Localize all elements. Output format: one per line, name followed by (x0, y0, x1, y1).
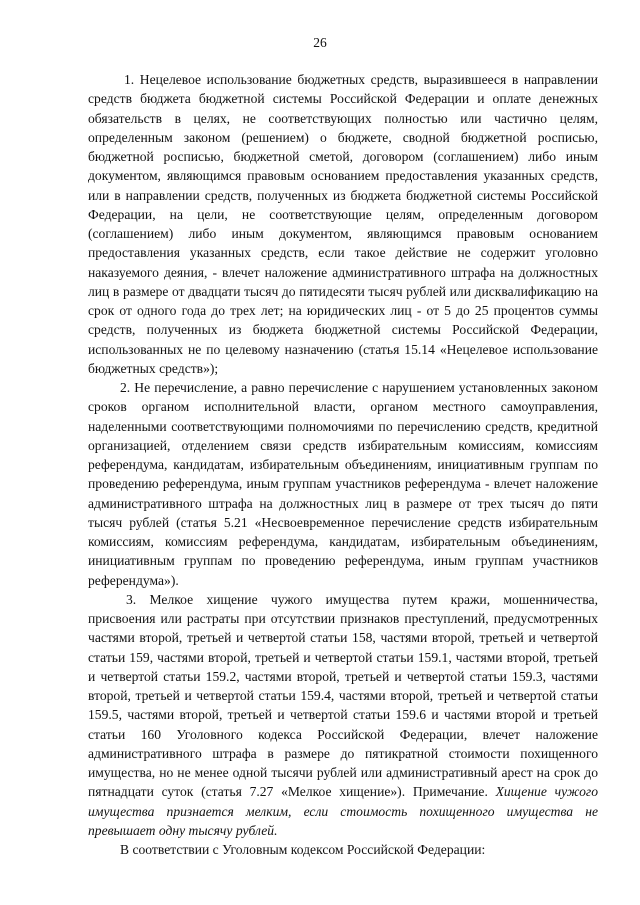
page-number: 26 (313, 35, 327, 50)
paragraph-3-italic-note: Хищение чужого имущества признается мелким, если стоимость похищенного имущества не превышает одну тысячу рублей. (88, 784, 598, 838)
paragraph-2: 2. Не перечисление, а равно перечисление с нарушением установленных законом сроков органом исполнительной власти, органом местного самоуправления, наделенными соответствующими полномочиями по перечислению средств, кредитной организацией, отделением связи средств избирательным комиссиям, комиссиям референдума, кандидатам, избирательным объединениям, инициативным группам по проведению референдума, иным группам участников референдума - влечет наложение административного штрафа на должностных лиц в размере от трех тысяч до пяти тысяч рублей (статья 5.21 «Несвоевременное перечисление средств избирательным комиссиям, комиссиям референдума, кандидатам, избирательным объединениям, инициативным группам по проведению референдума, иным группам участников референдума»). (88, 380, 598, 588)
paragraph-3-text: 3. Мелкое хищение чужого имущества путем кражи, мошенничества, присвоения или растраты при отсутствии признаков преступлений, предусмотренных частями второй, третьей и четвертой статьи 158, частями второй, третьей и четвертой статьи 159, частями второй, третьей и четвертой статьи 159.1, частями второй, третьей и четвертой статьи 159.2, частями второй, третьей и четвертой статьи 159.3, частями второй, третьей и четвертой статьи 159.4, частями второй, третьей и четвертой статьи 159.5, частями второй, третьей и четвертой статьи 159.6 и частями второй и третьей статьи 160 Уголовного кодекса Российской Федерации, влечет наложение административного штрафа в размере до пятикратной стоимости похищенного имущества, но не менее одной тысячи рублей или административный арест на срок до пятнадцати суток (статья 7.27 «Мелкое хищение»). Примечание. (88, 591, 598, 800)
paragraph-3 (88, 590, 598, 840)
document-body (88, 70, 598, 859)
paragraph-1: 1. Нецелевое использование бюджетных средств, выразившееся в направлении средств бюджета бюджетной системы Российской Федерации и оплате денежных обязательств в целях, не соответствующих полностью или частично целям, определенным законом (решением) о бюджете, сводной бюджетной росписью, бюджетной росписью, бюджетной сметой, договором (соглашением) либо иным документом, являющимся правовым основанием предоставления указанных средств, или в направлении средств, полученных из бюджета бюджетной системы Российской Федерации, на цели, не соответствующие целям, определенным договором (соглашением) либо иным документом, являющимся правовым основанием предоставления указанных средств, если такое действие не содержит уголовно наказуемого деяния, - влечет наложение административного штрафа на должностных лиц в размере от двадцати тысяч до пятидесяти тысяч рублей или дисквалификацию на срок от одного года до трех лет; на юридических лиц - от 5 до 25 процентов суммы средств, полученных из бюджета бюджетной системы Российской Федерации, использованных не по целевому назначению (статья 15.14 «Нецелевое использование бюджетных средств»); (88, 72, 598, 376)
paragraph-4: В соответствии с Уголовным кодексом Российской Федерации: (120, 842, 486, 857)
